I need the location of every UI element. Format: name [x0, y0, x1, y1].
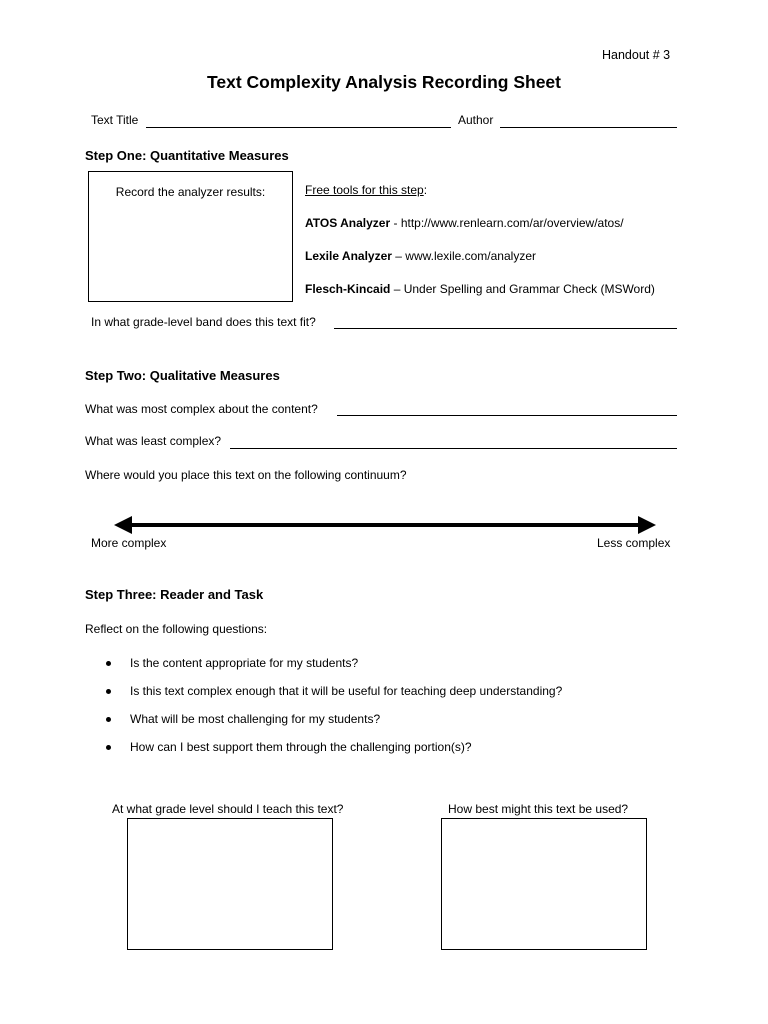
- analyzer-results-label: Record the analyzer results:: [115, 185, 266, 199]
- tool-flesch-name: Flesch-Kincaid: [305, 282, 391, 296]
- tool-atos: [305, 216, 624, 230]
- tools-heading: Free tools for this step: [305, 183, 424, 197]
- complexity-continuum-arrow[interactable]: [110, 510, 660, 540]
- grade-band-question: In what grade-level band does this text fit?: [91, 315, 316, 329]
- tool-lexile-link[interactable]: www.lexile.com/analyzer: [405, 249, 536, 263]
- page-title: Text Complexity Analysis Recording Sheet: [207, 72, 561, 92]
- grade-level-box-label: At what grade level should I teach this text?: [112, 802, 344, 816]
- tool-lexile-name: Lexile Analyzer: [305, 249, 392, 263]
- most-complex-field[interactable]: [337, 415, 677, 416]
- tool-lexile: [305, 249, 536, 263]
- step-one-heading: Step One: Quantitative Measures: [85, 148, 289, 163]
- reflect-question-2: Is this text complex enough that it will be useful for teaching deep understanding?: [130, 684, 563, 698]
- analyzer-results-box[interactable]: [88, 171, 293, 302]
- tool-lexile-sep: –: [391, 249, 406, 263]
- text-use-box[interactable]: [441, 818, 647, 950]
- author-label: Author: [458, 113, 494, 127]
- author-field[interactable]: [500, 127, 677, 128]
- continuum-question: Where would you place this text on the following continuum?: [85, 468, 407, 482]
- tool-atos-link[interactable]: http://www.renlearn.com/ar/overview/atos/: [400, 216, 624, 230]
- reflect-question-3: What will be most challenging for my students?: [130, 712, 381, 726]
- bullet-icon: [106, 661, 111, 666]
- bullet-icon: [106, 689, 111, 694]
- handout-number: Handout # 3: [602, 48, 671, 62]
- step-three-heading: Step Three: Reader and Task: [85, 587, 264, 602]
- grade-band-field[interactable]: [334, 328, 677, 329]
- tool-flesch-detail: Under Spelling and Grammar Check (MSWord): [403, 282, 655, 296]
- tools-heading-line: [305, 183, 427, 197]
- tools-heading-colon: :: [423, 183, 428, 197]
- text-title-field[interactable]: [146, 127, 451, 128]
- grade-level-box[interactable]: [127, 818, 333, 950]
- least-complex-field[interactable]: [230, 448, 677, 449]
- tool-flesch-sep: –: [390, 282, 404, 296]
- reflect-question-1: Is the content appropriate for my students?: [130, 656, 359, 670]
- tool-flesch: [305, 282, 655, 296]
- reflect-question-4: How can I best support them through the challenging portion(s)?: [130, 740, 472, 754]
- step-two-heading: Step Two: Qualitative Measures: [85, 368, 280, 383]
- least-complex-question: What was least complex?: [85, 434, 222, 448]
- most-complex-question: What was most complex about the content?: [85, 402, 318, 416]
- reflect-intro: Reflect on the following questions:: [85, 622, 268, 636]
- bullet-icon: [106, 745, 111, 750]
- bullet-icon: [106, 717, 111, 722]
- tool-atos-name: ATOS Analyzer: [305, 216, 391, 230]
- text-title-label: Text Title: [91, 113, 139, 127]
- text-use-box-label: How best might this text be used?: [448, 802, 629, 816]
- tool-atos-sep: -: [390, 216, 401, 230]
- more-complex-label: More complex: [91, 536, 167, 550]
- less-complex-label: Less complex: [597, 536, 671, 550]
